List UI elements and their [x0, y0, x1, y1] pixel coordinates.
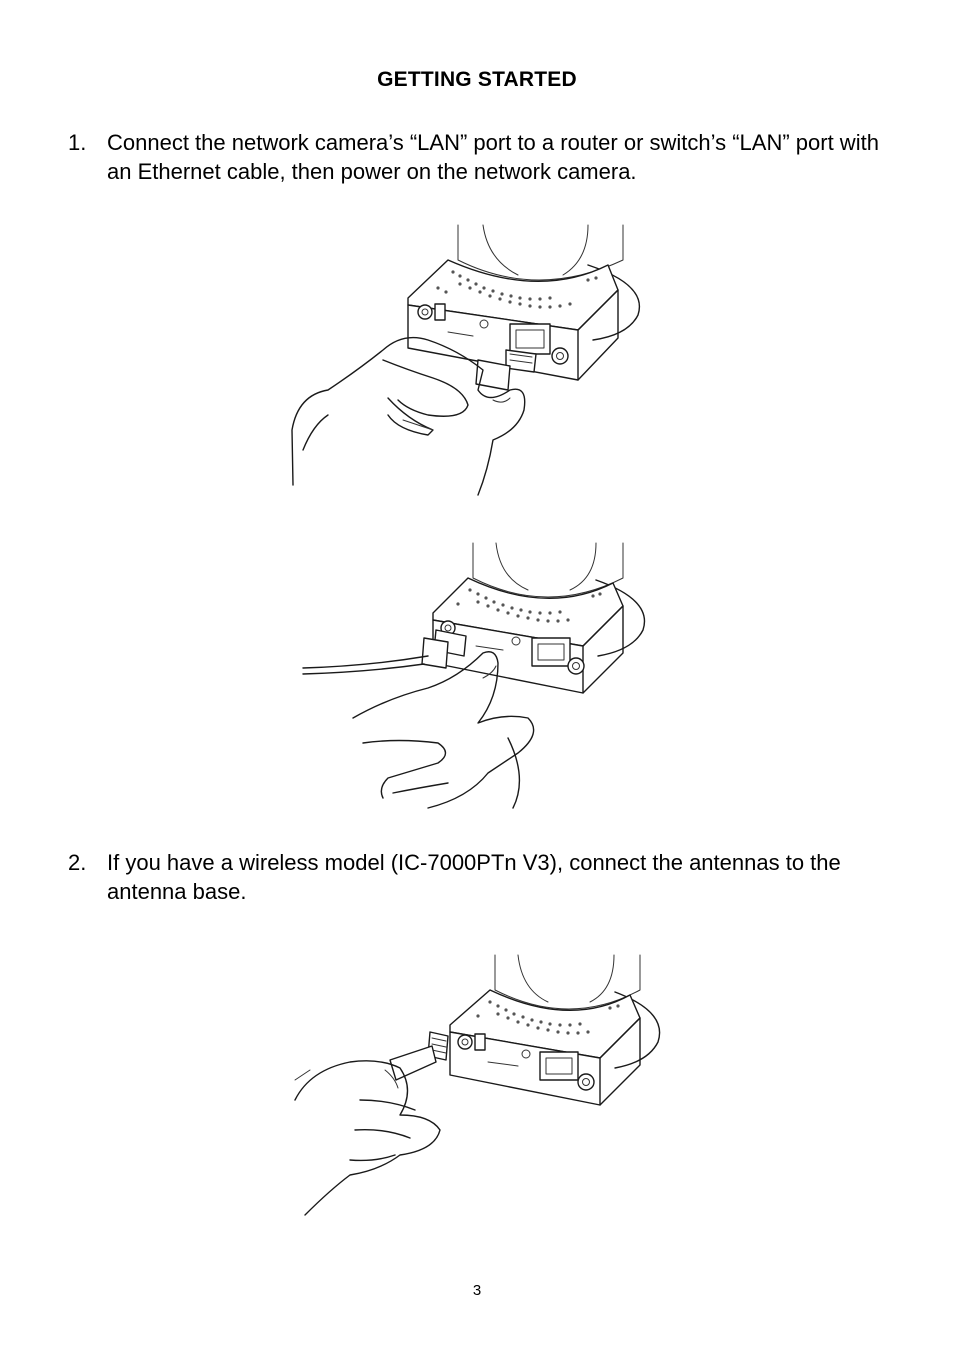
figure-ethernet-connection	[288, 220, 658, 500]
figure-power-connection	[298, 538, 658, 816]
step-1-text: Connect the network camera’s “LAN” port to a router or switch’s “LAN” port with an Ethernet cable, then power on the network camera.	[107, 130, 879, 184]
page-number: 3	[472, 1282, 482, 1299]
step-1-number: 1.	[68, 130, 87, 155]
step-2	[68, 848, 898, 906]
power-illustration	[298, 538, 658, 816]
page-title: GETTING STARTED	[377, 68, 577, 91]
step-2-number: 2.	[68, 850, 87, 875]
figure-antenna-connection	[290, 950, 670, 1220]
ethernet-illustration	[288, 220, 658, 500]
antenna-illustration	[290, 950, 670, 1220]
step-1	[68, 128, 898, 186]
step-2-text: If you have a wireless model (IC-7000PTn V3), connect the antennas to the antenna base.	[107, 850, 841, 904]
